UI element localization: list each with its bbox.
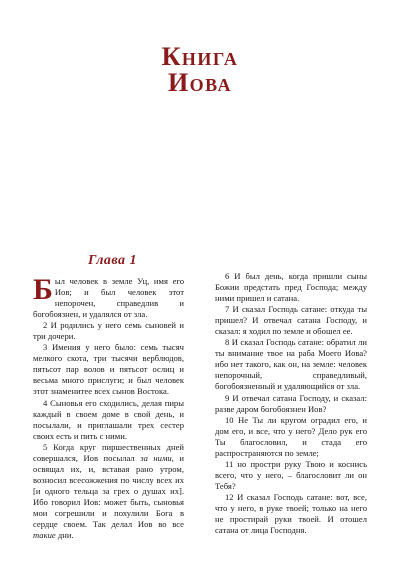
chapter-title: Глава 1 (88, 253, 138, 268)
verse-5-text-c: дни. (55, 530, 74, 541)
book-title (0, 44, 400, 96)
verse-5-italic-2: такие (33, 530, 56, 541)
verse-7: 7 И сказал Господь сатане: откуда ты пришел? И отвечал сатана Господу, и сказал: я ходил по земле и обошел ее. (215, 304, 367, 337)
verse-5 (33, 442, 184, 541)
drop-cap: Б (33, 273, 53, 306)
verse-4: 4 Сыновья его сходились, делая пиры каждый в своем доме в свой день, и посылали, и приглашали трех сестер своих есть и пить с ними. (33, 397, 184, 441)
verse-1-text: ыл человек в земле Уц, имя его Иов; и был человек этот непорочен, справедлив и богобоязнен, и удалялся от зла. (33, 276, 184, 320)
verse-5-italic-1: за ними (140, 452, 172, 463)
verse-5-text-b: , и освящал их, и, вставая рано утром, возносил всесожжения по числу всех их [и одного тельца за грех о душах их]. Ибо говорил Иов: может быть, сыновья мои согрешили и похулили Бога в сердце своем. Так делал Иов во все (33, 452, 184, 530)
verse-5-text-a: 5 Когда круг пиршественных дней совершался, Иов посылал (33, 441, 184, 463)
verse-2: 2 И родились у него семь сыновей и три дочери. (33, 320, 184, 342)
verse-9: 9 И отвечал сатана Господу, и сказал: разве даром богобоязнен Иов? (215, 392, 367, 414)
left-text-column (33, 273, 184, 541)
book-title-line-2: Иова (167, 68, 233, 97)
verse-10: 10 Не Ты ли кругом оградил его, и дом его, и все, что у него? Дело рук его Ты благословил, и стада его распространяются по земле; (215, 414, 367, 458)
book-title-line-1: Книга (161, 42, 239, 71)
verse-3: 3 Имения у него было: семь тысяч мелкого скота, три тысячи верблюдов, пятьсот пар волов и пятьсот ослиц и весьма много прислуги; и был человек этот знаменитее всех сынов Востока. (33, 342, 184, 397)
verse-1 (33, 273, 184, 320)
verse-11: 11 но простри руку Твою и коснись всего, что у него, – благословит ли он Тебя? (215, 458, 367, 491)
right-text-column (215, 271, 367, 536)
verse-12: 12 И сказал Господь сатане: вот, все, что у него, в руке твоей; только на него не простирай руки твоей. И отошел сатана от лица Господня. (215, 491, 367, 536)
verse-6: 6 И был день, когда пришли сыны Божии предстать пред Господа; между ними пришел и сатана. (215, 271, 367, 304)
verse-8: 8 И сказал Господь сатане: обратил ли ты внимание твое на раба Моего Иова? ибо нет такого, как он, на земле: человек непорочный, справедливый, богобоязненный и удаляющийся от зла. (215, 337, 367, 392)
